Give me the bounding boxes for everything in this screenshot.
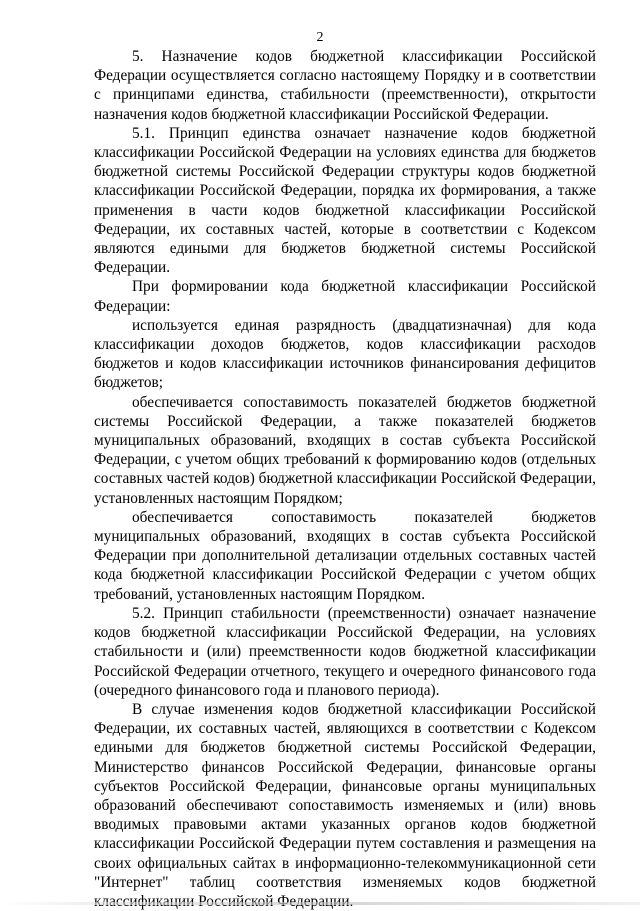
page-number: 2: [316, 30, 324, 45]
paragraph-5: 5. Назначение кодов бюджетной классификации Российской Федерации осуществляется согласно настоящему Порядку и в соответствии с принципами единства, стабильности (преемственности), открытости назначения кодов бюджетной классификации Российской Федерации.: [94, 48, 596, 123]
paragraph-5-2: 5.2. Принцип стабильности (преемственности) означает назначение кодов бюджетной классификации Российской Федерации, на условиях стабильности и (или) преемственности кодов бюджетной классификации Российской Федерации отчетного, текущего и очередного финансового года (очередного финансового года и планового периода).: [94, 604, 596, 699]
list-item-comparability-municipal: обеспечивается сопоставимость показателей бюджетов муниципальных образований, входящих в состав субъекта Российской Федерации при дополнительной детализации отдельных составных частей кода бюджетной классификации Российской Федерации с учетом общих требований, установленных настоящим Порядком.: [94, 508, 596, 603]
document-body: [94, 47, 596, 911]
list-item-comparability-regional: обеспечивается сопоставимость показателей бюджетов бюджетной системы Российской Федерации, а также показателей бюджетов муниципальных образований, входящих в состав субъекта Российской Федерации, с учетом общих требований к формированию кодов (отдельных составных частей кодов) бюджетной классификации Российской Федерации, установленных настоящим Порядком;: [94, 393, 596, 507]
list-item-single-digit-capacity: используется единая разрядность (двадцатизначная) для кода классификации доходов бюджетов, кодов классификации расходов бюджетов и кодов классификации источников финансирования дефицитов бюджетов;: [94, 316, 596, 392]
paragraph-code-changes: В случае изменения кодов бюджетной классификации Российской Федерации, их составных частей, являющихся в соответствии с Кодексом едиными для бюджетов бюджетной системы Российской Федерации, Министерство финансов Российской Федерации, финансовые органы субъектов Российской Федерации, финансовые органы муниципальных образований обеспечивают сопоставимость изменяемых и (или) вновь вводимых правовыми актами указанных органов кодов бюджетной классификации Российской Федерации путем составления и размещения на своих официальных сайтах в информационно-телекоммуникационной сети "Интернет" таблиц соответствия изменяемых кодов бюджетной: [94, 700, 596, 891]
paragraph-5-1: 5.1. Принцип единства означает назначение кодов бюджетной классификации Российской Федерации на условиях единства для бюджетов бюджетной системы Российской Федерации структуры кодов бюджетной классификации Российской Федерации, порядка их формирования, а также применения в части кодов бюджетной классификации Российской Федерации, их составных частей, которые в соответствии с Кодексом являются едиными для бюджетов бюджетной системы Российской Федерации.: [94, 124, 596, 277]
paragraph-formation-intro: При формировании кода бюджетной классификации Российской Федерации:: [94, 278, 596, 315]
